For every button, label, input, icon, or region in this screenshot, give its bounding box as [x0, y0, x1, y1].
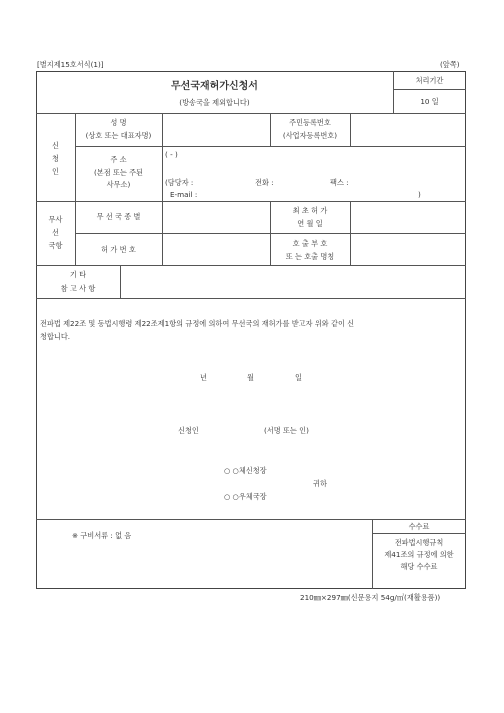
processing-value: 10 일: [420, 97, 439, 106]
form-subtitle: (방송국을 제외합니다): [179, 98, 250, 107]
rule-other-end: [36, 298, 466, 299]
station-type-field[interactable]: [163, 202, 269, 232]
callsign-label-1: 호 출 부 호: [292, 239, 328, 248]
other-label-2: 참 고 사 항: [60, 284, 96, 293]
fee-label: 수수료: [408, 522, 430, 531]
date-day-label: 일: [295, 373, 302, 382]
paper-spec: 210㎜×297㎜(신문용지 54g/㎡(재활용품)): [300, 593, 441, 602]
address-sublabel-2: 사무소): [106, 180, 131, 189]
date-year-label: 년: [200, 373, 207, 382]
fee-text-1: 전파법시행규칙: [394, 538, 444, 547]
name-label: 성 명: [110, 118, 127, 127]
rule-processing: [393, 89, 466, 90]
applicant-label-2: 청: [52, 154, 59, 163]
first-license-label-1: 최 초 허 가: [292, 206, 328, 215]
attachments-note: ※ 구비서류 : 없 음: [72, 531, 132, 540]
fee-text-2: 제41조의 규정에 의한: [384, 550, 454, 559]
license-number-field[interactable]: [163, 234, 269, 264]
address-sublabel-1: (본점 또는 주된: [93, 168, 144, 177]
other-remarks-field[interactable]: [121, 266, 465, 297]
name-sublabel: (상호 또는 대표자명): [85, 131, 152, 140]
rule-fee-label: [372, 533, 466, 534]
station-type-label: 무 선 국 종 별: [96, 212, 141, 221]
processing-label: 처리기간: [415, 76, 444, 85]
license-number-label: 허 가 번 호: [101, 245, 136, 254]
fax-label: 팩스 :: [330, 178, 349, 187]
station-label-3: 국항: [48, 241, 63, 250]
station-label-2: 선: [52, 228, 59, 237]
fee-text-3: 해당 수수료: [400, 562, 438, 571]
station-label-1: 무사: [48, 215, 63, 224]
declaration-text-1: 전파법 제22조 및 동법시행령 제22조제1항의 규정에 의하여 무선국의 재허가를 받고자 위와 같이 신: [40, 319, 355, 328]
other-label-1: 기 타: [69, 270, 87, 279]
applicant-signature-label: 신청인: [178, 426, 199, 435]
id-number-field[interactable]: [351, 114, 465, 145]
id-number-sublabel: (사업자등록번호): [282, 131, 338, 140]
applicant-label-1: 신: [52, 141, 59, 150]
page-side-label: (앞쪽): [440, 60, 460, 69]
callsign-label-2: 또 는 호출 명칭: [285, 252, 335, 261]
first-license-date-field[interactable]: [351, 202, 465, 232]
date-month-label: 월: [247, 373, 254, 382]
applicant-label-3: 인: [52, 167, 59, 176]
name-field[interactable]: [163, 114, 269, 145]
recipient-2: ○ ○우체국장: [224, 492, 267, 501]
recipient-1: ○ ○체신청장: [224, 466, 267, 475]
address-label: 주 소: [110, 155, 127, 164]
contact-person-label: (담당자 :: [165, 178, 194, 187]
email-label: E-mail :: [170, 190, 198, 199]
first-license-label-2: 연 월 일: [297, 219, 323, 228]
id-number-label: 주민등록번호: [289, 118, 331, 127]
recipient-honorific: 귀하: [313, 479, 327, 488]
callsign-field[interactable]: [351, 234, 465, 264]
declaration-text-2: 청합니다.: [40, 332, 71, 341]
rule-declaration-end: [36, 519, 466, 520]
form-title: 무선국재허가신청서: [171, 81, 258, 92]
signature-note: (서명 또는 인): [264, 426, 309, 435]
contact-close-paren: ): [418, 190, 421, 199]
form-number: [별지제15호서식(1)]: [37, 60, 104, 69]
phone-label: 전화 :: [255, 178, 274, 187]
postal-code-field: ( - ): [165, 150, 178, 159]
